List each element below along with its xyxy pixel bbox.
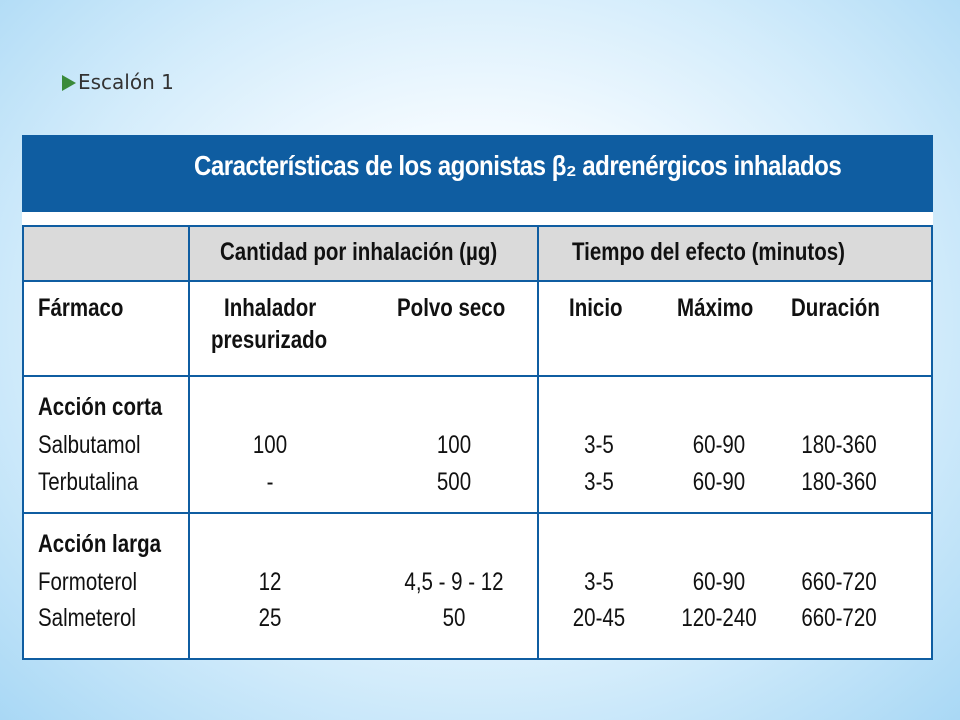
dry-powder-value: 4,5 - 9 - 12 <box>404 568 504 596</box>
bullet-line <box>62 70 174 94</box>
inhaler-value: 25 <box>258 604 282 632</box>
col-header-duration: Duración <box>791 294 880 322</box>
onset-value: 20-45 <box>572 604 626 632</box>
column-divider <box>537 227 539 658</box>
max-value: 60-90 <box>692 568 746 596</box>
duration-value: 180-360 <box>801 468 877 496</box>
drug-name: Terbutalina <box>38 468 139 496</box>
dry-powder-value: 50 <box>442 604 466 632</box>
group-header-quantity: Cantidad por inhalación (µg) <box>220 238 498 266</box>
max-value: 120-240 <box>681 604 757 632</box>
bullet-text: Escalón 1 <box>78 70 174 94</box>
duration-value: 660-720 <box>801 604 877 632</box>
section-label: Acción corta <box>38 393 163 421</box>
duration-value: 660-720 <box>801 568 877 596</box>
dry-powder-value: 500 <box>436 468 472 496</box>
group-header-time: Tiempo del efecto (minutos) <box>572 238 845 266</box>
col-header-drug: Fármaco <box>38 294 124 322</box>
row-divider <box>24 375 931 377</box>
onset-value: 3-5 <box>584 431 614 459</box>
inhaler-value: 100 <box>252 431 288 459</box>
drug-name: Salbutamol <box>38 431 141 459</box>
duration-value: 180-360 <box>801 431 877 459</box>
onset-value: 3-5 <box>584 568 614 596</box>
col-header-onset: Inicio <box>569 294 623 322</box>
dry-powder-value: 100 <box>436 431 472 459</box>
table-title: Características de los agonistas β₂ adrenérgicos inhalados <box>194 150 842 181</box>
inhaler-value: - <box>266 468 274 496</box>
onset-value: 3-5 <box>584 468 614 496</box>
section-label: Acción larga <box>38 530 162 558</box>
max-value: 60-90 <box>692 431 746 459</box>
col-header-dry-powder: Polvo seco <box>397 294 506 322</box>
table-title-band <box>22 135 933 212</box>
row-divider <box>24 512 931 514</box>
col-header-inhaler-line2: presurizado <box>211 326 328 354</box>
drug-table <box>22 135 933 660</box>
col-header-inhaler-line1: Inhalador <box>224 294 317 322</box>
max-value: 60-90 <box>692 468 746 496</box>
table-grid <box>22 225 933 660</box>
col-header-max: Máximo <box>677 294 754 322</box>
drug-name: Formoterol <box>38 568 138 596</box>
column-divider <box>188 227 190 658</box>
inhaler-value: 12 <box>258 568 282 596</box>
arrow-bullet-icon <box>62 75 76 91</box>
drug-name: Salmeterol <box>38 604 136 632</box>
